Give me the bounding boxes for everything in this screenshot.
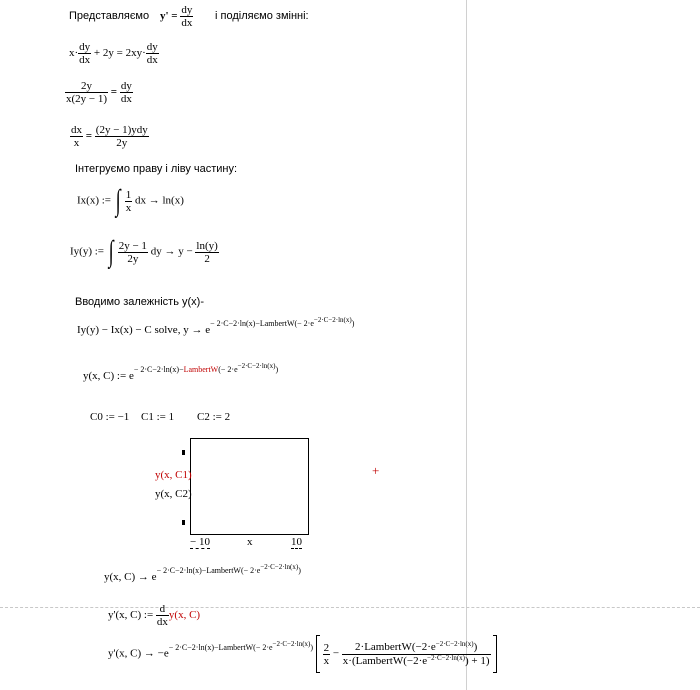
def-close: )	[275, 365, 279, 374]
integral-icon: ∫	[115, 184, 121, 217]
eq1-frac1	[78, 41, 91, 66]
iy-frac2	[195, 240, 218, 265]
deriv-t1n: 2	[323, 641, 330, 654]
eq2-n1: 2y	[65, 80, 108, 93]
deriv-exp2: −2·C−2·ln(x)	[272, 639, 311, 648]
eq2-equals: =	[110, 86, 118, 99]
deriv-exponent	[168, 639, 314, 652]
deriv-term1	[323, 642, 331, 667]
def-exp-a: − 2·C−2·ln(x)−	[133, 365, 184, 374]
intro-den: dx	[181, 17, 193, 29]
deriv-exp: − 2·C−2·ln(x)−LambertW(− 2·e	[168, 642, 273, 652]
deriv-t2d-close: ) + 1)	[465, 654, 490, 667]
intro-suffix: і поділяємо змінні:	[215, 10, 309, 22]
crosshair-cursor-icon: +	[372, 463, 380, 478]
right-bracket	[493, 635, 497, 673]
deriv-def-d: dx	[156, 616, 168, 628]
equation-3	[70, 124, 149, 149]
deriv-close: )	[310, 642, 314, 652]
solve-lhs: Iy(y) − Ix(x) − C solve, y →	[77, 324, 203, 336]
deriv-def-lhs: y'(x, C) :=	[108, 609, 154, 622]
ix-d: x	[125, 201, 132, 214]
iy-n2: ln(y)	[196, 239, 218, 252]
plot-y-label-2: y(x, C2)	[155, 488, 192, 500]
iy-d: 2y	[127, 252, 139, 265]
eq1-d1: dx	[79, 54, 91, 66]
plot-area[interactable]	[190, 438, 309, 535]
intro-fraction	[180, 4, 193, 29]
const-c2: C2 := 2	[197, 411, 231, 423]
eq3-n1: dx	[71, 124, 82, 136]
ix-lhs: Ix(x) :=	[77, 194, 111, 207]
ix-tail: dx → ln(x)	[134, 194, 184, 207]
deriv-def-n: d	[156, 603, 169, 616]
page-boundary-horizontal	[0, 607, 700, 608]
iy-mid: dy → y −	[150, 245, 193, 258]
eq3-frac1	[70, 124, 83, 149]
ix-frac	[125, 189, 133, 214]
deriv-t1d: x	[323, 654, 330, 667]
eq2-n2: dy	[120, 80, 132, 92]
const-c1: C1 := 1	[141, 411, 175, 423]
plot-x-label: x	[247, 536, 253, 548]
deriv-term2	[342, 641, 491, 668]
deriv-def-rhs: y(x, C)	[168, 609, 201, 622]
eq1-d2: dx	[146, 54, 158, 66]
eq3-d2: 2y	[116, 137, 128, 149]
plot-x-max: 10	[291, 536, 302, 548]
left-bracket	[316, 635, 320, 673]
def-exp2: −2·C−2·ln(x)	[237, 362, 276, 370]
eq1-frac2	[146, 41, 159, 66]
plot-ymin-marker	[182, 520, 185, 525]
deriv-def-frac	[156, 603, 169, 628]
plot-y-label-1: y(x, C1)	[155, 469, 192, 481]
plot-x-min: − 10	[190, 536, 210, 548]
eval-base: e	[151, 571, 157, 583]
deriv-minus: −	[332, 647, 340, 660]
intro-label: Представляємо	[69, 10, 150, 22]
eval-exponent	[156, 563, 301, 575]
ix-definition	[77, 184, 184, 217]
solve-exp2: −2·C−2·ln(x)	[313, 316, 352, 324]
eval-exp: − 2·C−2·ln(x)−LambertW(− 2·e	[156, 566, 261, 575]
derivative-definition	[108, 603, 200, 628]
deriv-lhs: y'(x, C) →	[108, 647, 155, 660]
eq2-frac2	[120, 80, 133, 105]
equation-2	[65, 80, 133, 105]
deriv-neg: −e	[157, 647, 169, 660]
deriv-t2-numerator	[342, 641, 491, 655]
derivative-result	[108, 635, 497, 673]
integral-icon: ∫	[108, 235, 114, 268]
eval-lhs: y(x, C) →	[104, 571, 149, 583]
def-exp-b: (− 2·e	[218, 365, 238, 374]
eq3-frac2	[95, 124, 149, 149]
eq2-d1: x(2y − 1)	[66, 93, 108, 105]
eq1-n2: dy	[146, 41, 158, 53]
intro-num: dy	[181, 4, 193, 16]
def-exponent	[133, 362, 279, 374]
def-lhs: y(x, C) :=	[83, 370, 127, 382]
intro-eq-lhs: y' =	[160, 10, 178, 23]
deriv-t2d: x·(LambertW(−2·e	[342, 654, 428, 667]
integrate-text: Інтегруємо праву і ліву частину:	[75, 163, 238, 175]
plot-ymax-marker	[182, 450, 185, 455]
deriv-t2d-exp: −2·C−2·ln(x)	[427, 653, 466, 662]
solve-exp: − 2·C−2·ln(x)−LambertW(− 2·e	[210, 319, 314, 328]
eq3-d1: x	[73, 137, 80, 149]
iy-lhs: Iy(y) :=	[70, 245, 104, 258]
deriv-t2n-exp: −2·C−2·ln(x)	[435, 639, 474, 648]
intro-derivative	[160, 4, 193, 29]
const-c0: C0 := −1	[90, 411, 130, 423]
iy-definition	[70, 235, 219, 268]
eq1-x: x·	[69, 47, 79, 60]
def-base: e	[128, 370, 134, 382]
iy-d2: 2	[204, 252, 210, 265]
eval-close: )	[298, 566, 301, 575]
deriv-t2n-close: )	[473, 640, 478, 653]
dependency-text: Вводимо залежність y(x)-	[75, 296, 204, 308]
iy-n: 2y − 1	[118, 239, 147, 252]
solve-base: e	[205, 324, 211, 336]
deriv-t2-denominator	[342, 655, 491, 668]
deriv-t2n: 2·LambertW(−2·e	[355, 640, 436, 653]
eval-exp2: −2·C−2·ln(x)	[260, 563, 299, 571]
iy-frac	[118, 240, 148, 265]
eq1-n1: dy	[79, 41, 91, 53]
solve-exponent	[210, 316, 355, 328]
eq1-mid: + 2y = 2xy·	[93, 47, 146, 60]
page-boundary-vertical	[466, 0, 467, 690]
eq3-equals: =	[85, 130, 93, 143]
equation-1	[69, 41, 159, 66]
solve-close: )	[351, 319, 355, 328]
eq3-n2: (2y − 1)ydy	[95, 124, 148, 136]
eq2-frac1	[65, 80, 108, 105]
ix-n: 1	[125, 188, 132, 201]
eq2-d2: dx	[120, 93, 132, 105]
def-exp-red: LambertW	[183, 365, 219, 374]
